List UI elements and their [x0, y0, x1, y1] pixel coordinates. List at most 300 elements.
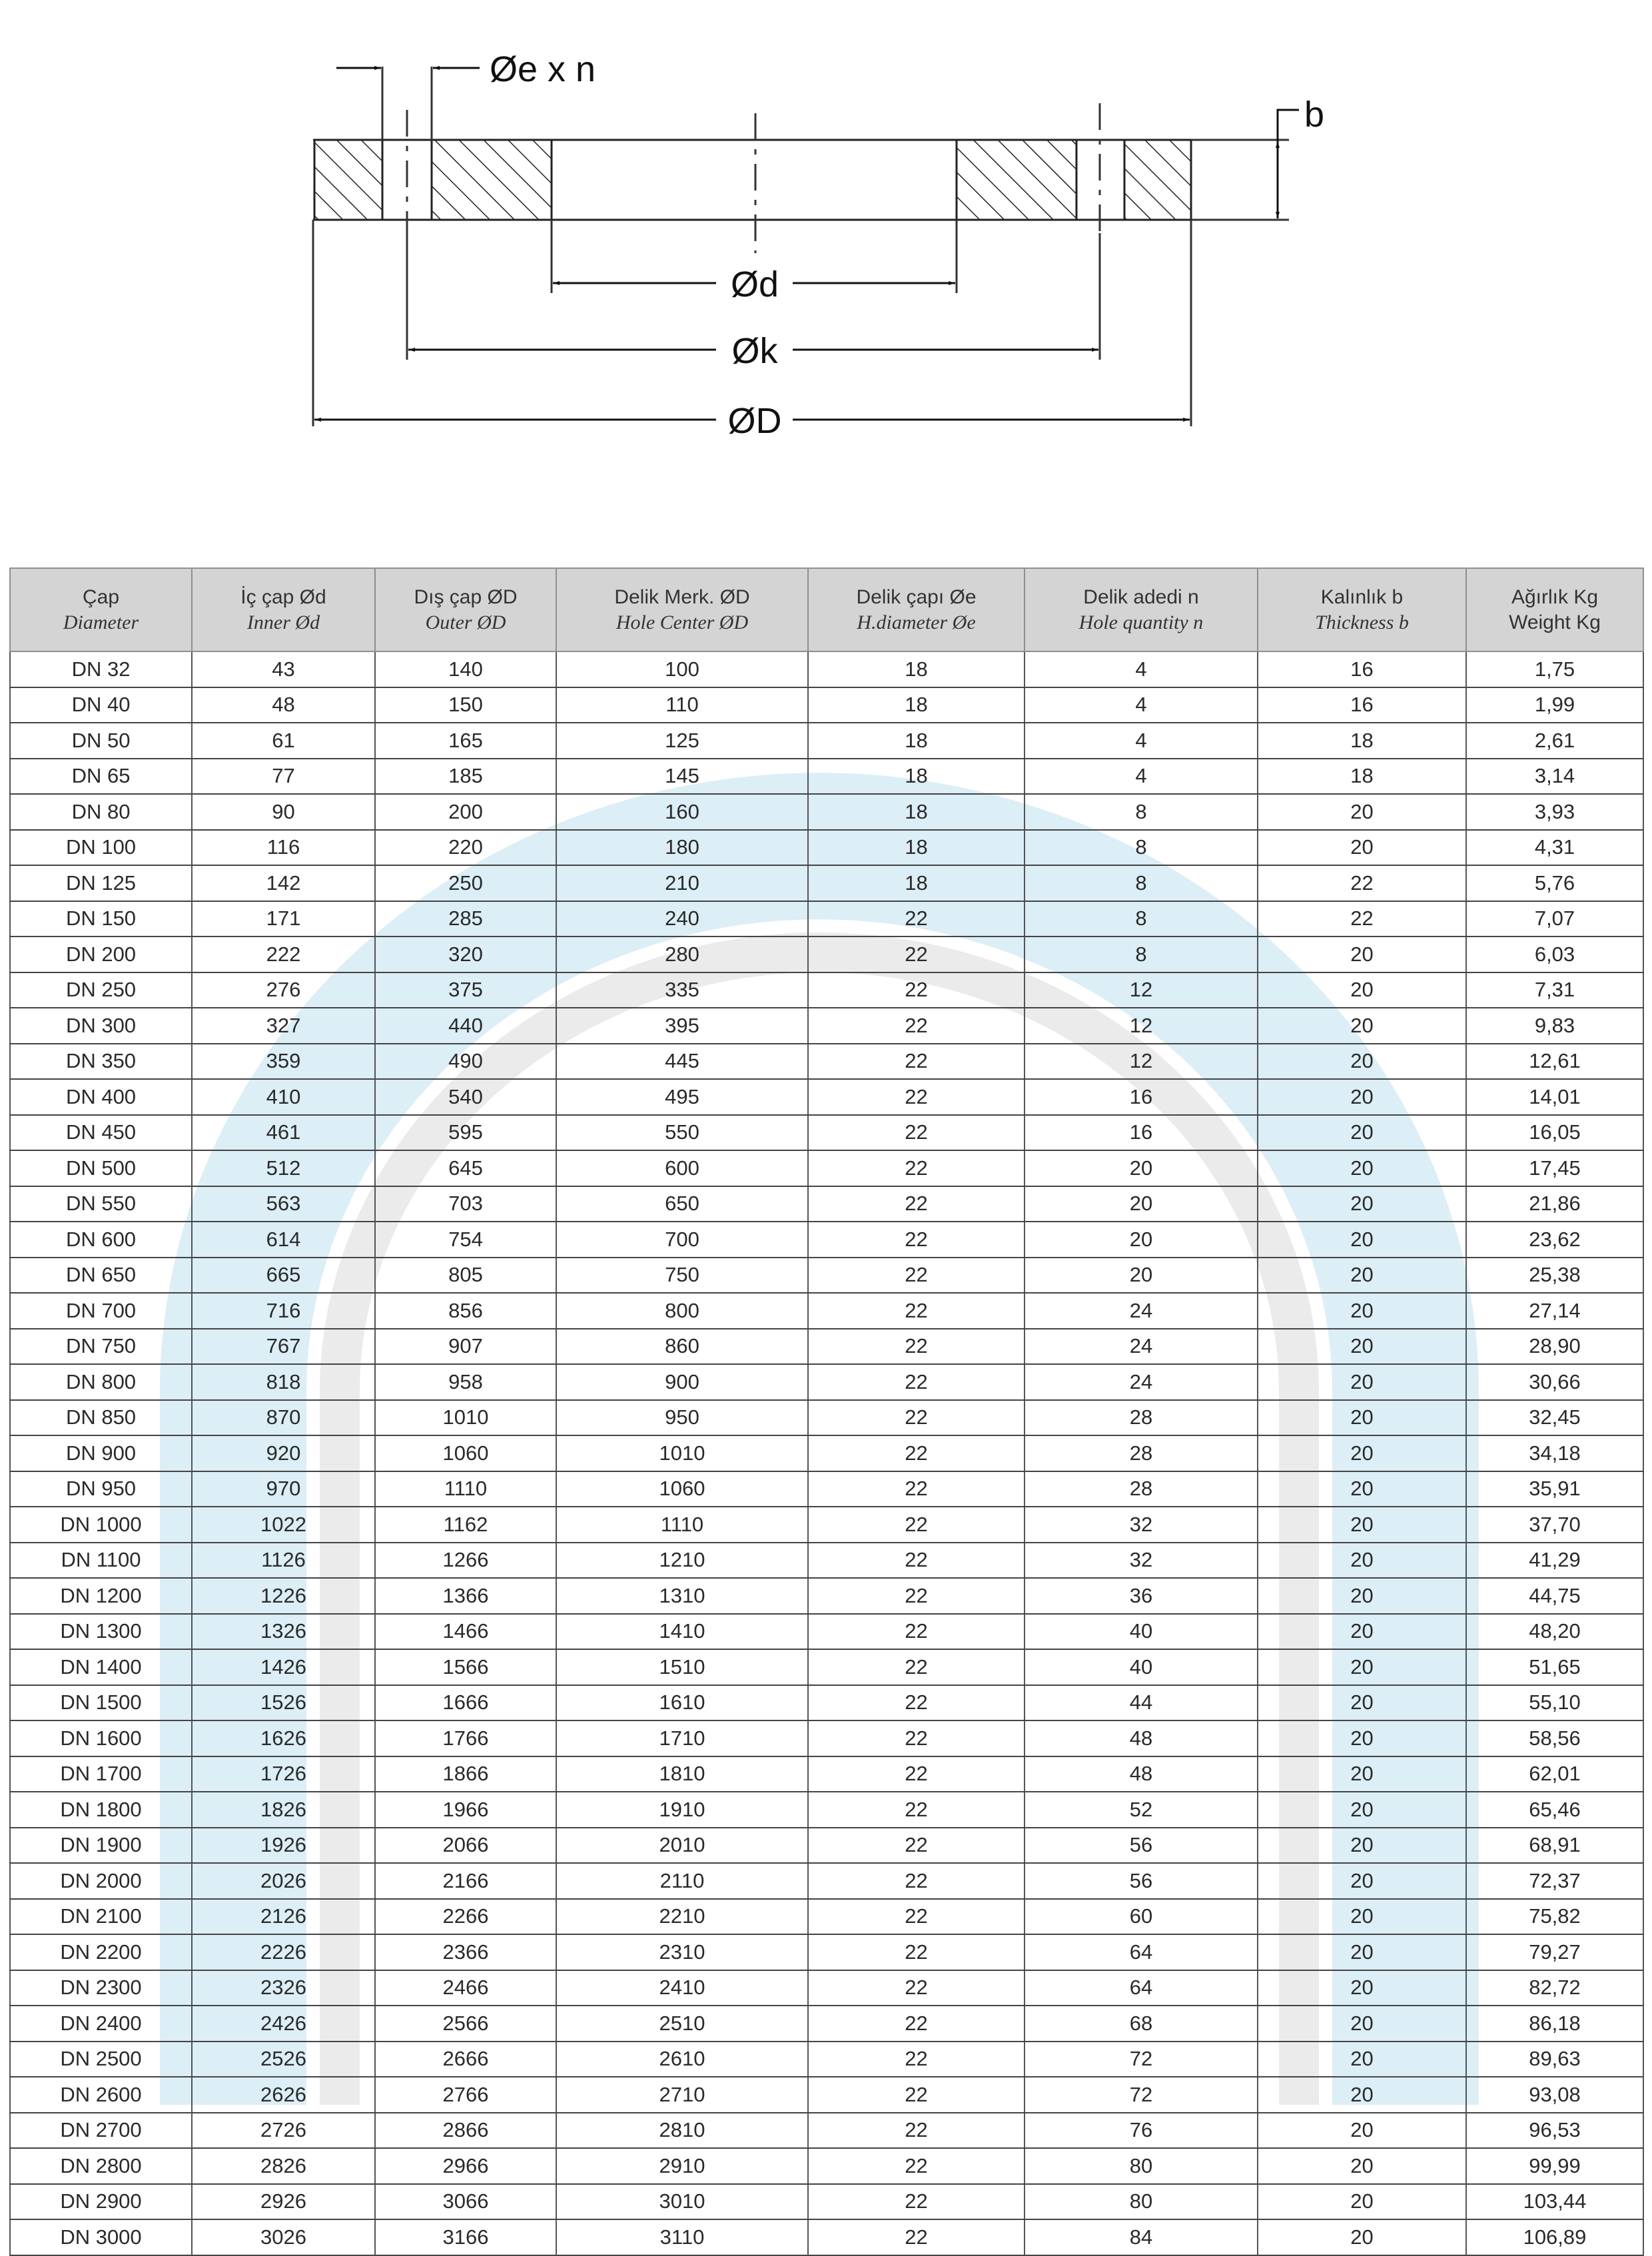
cell-thickness: 20	[1258, 1970, 1466, 2006]
cell-hole-quantity: 52	[1025, 1792, 1258, 1828]
cell-hole-quantity: 20	[1025, 1258, 1258, 1294]
cell-weight: 23,62	[1466, 1222, 1643, 1258]
cell-outer-diameter: 595	[375, 1115, 556, 1151]
cell-weight: 79,27	[1466, 1934, 1643, 1970]
cell-outer-diameter: 2966	[375, 2148, 556, 2184]
cell-inner-diameter: 716	[192, 1293, 375, 1329]
cell-weight: 103,44	[1466, 2184, 1643, 2220]
cell-thickness: 20	[1258, 1899, 1466, 1935]
cell-thickness: 20	[1258, 1720, 1466, 1756]
cell-outer-diameter: 250	[375, 865, 556, 901]
cell-inner-diameter: 970	[192, 1471, 375, 1507]
cell-hole-diameter: 18	[808, 687, 1025, 723]
table-row	[10, 2148, 1643, 2184]
header-row	[10, 568, 1643, 651]
cell-diameter: DN 3000	[10, 2219, 192, 2255]
cell-thickness: 20	[1258, 1756, 1466, 1792]
cell-thickness: 20	[1258, 2113, 1466, 2149]
cell-diameter: DN 1800	[10, 1792, 192, 1828]
cell-weight: 55,10	[1466, 1685, 1643, 1721]
cell-inner-diameter: 222	[192, 937, 375, 972]
cell-diameter: DN 2300	[10, 1970, 192, 2006]
cell-weight: 14,01	[1466, 1079, 1643, 1115]
cell-hole-center-diameter: 160	[556, 794, 808, 830]
header-label-tr: Delik Merk. ØD	[614, 585, 750, 608]
cell-diameter: DN 2700	[10, 2113, 192, 2149]
cell-thickness: 20	[1258, 830, 1466, 866]
cell-hole-diameter: 22	[808, 1970, 1025, 2006]
cell-hole-quantity: 4	[1025, 687, 1258, 723]
cell-weight: 96,53	[1466, 2113, 1643, 2149]
label-pitch-diameter: Øk	[731, 331, 778, 371]
cell-weight: 89,63	[1466, 2042, 1643, 2077]
cell-outer-diameter: 645	[375, 1150, 556, 1186]
cell-hole-diameter: 22	[808, 2077, 1025, 2113]
cell-outer-diameter: 1966	[375, 1792, 556, 1828]
cell-diameter: DN 300	[10, 1008, 192, 1044]
cell-hole-center-diameter: 110	[556, 687, 808, 723]
cell-inner-diameter: 512	[192, 1150, 375, 1186]
table-row	[10, 1792, 1643, 1828]
table-row	[10, 972, 1643, 1008]
cell-hole-diameter: 22	[808, 901, 1025, 937]
cell-weight: 106,89	[1466, 2219, 1643, 2255]
cell-weight: 6,03	[1466, 937, 1643, 972]
cell-outer-diameter: 220	[375, 830, 556, 866]
cell-diameter: DN 40	[10, 687, 192, 723]
cell-thickness: 16	[1258, 651, 1466, 687]
cell-outer-diameter: 754	[375, 1222, 556, 1258]
cell-weight: 25,38	[1466, 1258, 1643, 1294]
cell-hole-diameter: 22	[808, 2219, 1025, 2255]
cell-outer-diameter: 1266	[375, 1543, 556, 1579]
cell-hole-quantity: 72	[1025, 2077, 1258, 2113]
cell-diameter: DN 600	[10, 1222, 192, 1258]
cell-outer-diameter: 540	[375, 1079, 556, 1115]
cell-hole-diameter: 22	[808, 2042, 1025, 2077]
table-row	[10, 1578, 1643, 1614]
cell-inner-diameter: 870	[192, 1400, 375, 1436]
cell-hole-diameter: 22	[808, 1863, 1025, 1899]
cell-inner-diameter: 2026	[192, 1863, 375, 1899]
cell-thickness: 20	[1258, 2148, 1466, 2184]
cell-weight: 68,91	[1466, 1828, 1643, 1864]
cell-outer-diameter: 1110	[375, 1471, 556, 1507]
cell-thickness: 20	[1258, 972, 1466, 1008]
cell-diameter: DN 750	[10, 1329, 192, 1365]
cell-diameter: DN 1500	[10, 1685, 192, 1721]
cell-hole-quantity: 28	[1025, 1400, 1258, 1436]
cell-hole-quantity: 4	[1025, 759, 1258, 795]
cell-weight: 1,75	[1466, 651, 1643, 687]
cell-hole-diameter: 22	[808, 1150, 1025, 1186]
cell-diameter: DN 500	[10, 1150, 192, 1186]
cell-hole-center-diameter: 2910	[556, 2148, 808, 2184]
table-row	[10, 1008, 1643, 1044]
cell-weight: 12,61	[1466, 1044, 1643, 1080]
table-row	[10, 1222, 1643, 1258]
cell-weight: 41,29	[1466, 1543, 1643, 1579]
cell-hole-center-diameter: 2710	[556, 2077, 808, 2113]
cell-diameter: DN 2100	[10, 1899, 192, 1935]
header-label-en: Inner Ød	[246, 611, 320, 633]
header-diameter	[10, 568, 192, 651]
cell-weight: 3,93	[1466, 794, 1643, 830]
cell-hole-center-diameter: 2210	[556, 1899, 808, 1935]
cell-diameter: DN 2200	[10, 1934, 192, 1970]
cell-thickness: 20	[1258, 1258, 1466, 1294]
cell-outer-diameter: 1366	[375, 1578, 556, 1614]
cell-diameter: DN 1000	[10, 1507, 192, 1543]
cell-hole-diameter: 22	[808, 1828, 1025, 1864]
cell-inner-diameter: 2726	[192, 2113, 375, 2149]
cell-diameter: DN 200	[10, 937, 192, 972]
cell-thickness: 20	[1258, 2184, 1466, 2220]
cell-hole-quantity: 24	[1025, 1293, 1258, 1329]
cell-inner-diameter: 276	[192, 972, 375, 1008]
cell-hole-center-diameter: 210	[556, 865, 808, 901]
cell-hole-diameter: 22	[808, 1329, 1025, 1365]
cell-thickness: 20	[1258, 1471, 1466, 1507]
cell-hole-quantity: 12	[1025, 1008, 1258, 1044]
cell-hole-quantity: 56	[1025, 1863, 1258, 1899]
cell-inner-diameter: 665	[192, 1258, 375, 1294]
cell-hole-diameter: 22	[808, 1934, 1025, 1970]
cell-hole-center-diameter: 650	[556, 1186, 808, 1222]
cell-hole-center-diameter: 1110	[556, 1507, 808, 1543]
table-row	[10, 1507, 1643, 1543]
cell-outer-diameter: 375	[375, 972, 556, 1008]
header-label-en: Diameter	[63, 611, 139, 633]
cell-inner-diameter: 818	[192, 1364, 375, 1400]
cell-hole-quantity: 32	[1025, 1543, 1258, 1579]
header-outer-diameter	[375, 568, 556, 651]
cell-weight: 17,45	[1466, 1150, 1643, 1186]
cell-inner-diameter: 1426	[192, 1649, 375, 1685]
cell-hole-center-diameter: 2510	[556, 2006, 808, 2042]
table-row	[10, 759, 1643, 795]
table-row	[10, 2219, 1643, 2255]
cell-thickness: 16	[1258, 687, 1466, 723]
cell-hole-diameter: 22	[808, 1685, 1025, 1721]
cell-thickness: 20	[1258, 1792, 1466, 1828]
cell-diameter: DN 800	[10, 1364, 192, 1400]
cell-hole-center-diameter: 280	[556, 937, 808, 972]
cell-hole-quantity: 72	[1025, 2042, 1258, 2077]
cell-thickness: 20	[1258, 1044, 1466, 1080]
header-label-en: Thickness b	[1315, 611, 1409, 633]
cell-outer-diameter: 2866	[375, 2113, 556, 2149]
cell-diameter: DN 350	[10, 1044, 192, 1080]
cell-thickness: 20	[1258, 1150, 1466, 1186]
cell-outer-diameter: 1010	[375, 1400, 556, 1436]
cell-weight: 72,37	[1466, 1863, 1643, 1899]
table-row	[10, 651, 1643, 687]
cell-hole-center-diameter: 180	[556, 830, 808, 866]
cell-weight: 99,99	[1466, 2148, 1643, 2184]
flange-cross-section-diagram	[0, 0, 1652, 480]
cell-hole-center-diameter: 800	[556, 1293, 808, 1329]
cell-outer-diameter: 805	[375, 1258, 556, 1294]
header-label-tr: Kalınlık b	[1320, 585, 1404, 608]
cell-weight: 16,05	[1466, 1115, 1643, 1151]
cell-outer-diameter: 703	[375, 1186, 556, 1222]
cell-hole-diameter: 18	[808, 830, 1025, 866]
label-thickness: b	[1304, 95, 1325, 135]
cell-outer-diameter: 440	[375, 1008, 556, 1044]
cell-inner-diameter: 2226	[192, 1934, 375, 1970]
cell-diameter: DN 2400	[10, 2006, 192, 2042]
cell-hole-diameter: 22	[808, 972, 1025, 1008]
cell-outer-diameter: 140	[375, 651, 556, 687]
cell-weight: 58,56	[1466, 1720, 1643, 1756]
table-row	[10, 1435, 1643, 1471]
cell-hole-center-diameter: 1910	[556, 1792, 808, 1828]
cell-inner-diameter: 171	[192, 901, 375, 937]
table-row	[10, 1115, 1643, 1151]
cell-diameter: DN 1900	[10, 1828, 192, 1864]
cell-diameter: DN 32	[10, 651, 192, 687]
table-row	[10, 1720, 1643, 1756]
cell-diameter: DN 100	[10, 830, 192, 866]
cell-thickness: 20	[1258, 1435, 1466, 1471]
cell-diameter: DN 125	[10, 865, 192, 901]
cell-hole-center-diameter: 2010	[556, 1828, 808, 1864]
cell-outer-diameter: 490	[375, 1044, 556, 1080]
cell-diameter: DN 2600	[10, 2077, 192, 2113]
header-weight	[1466, 568, 1643, 651]
cell-outer-diameter: 1060	[375, 1435, 556, 1471]
cell-inner-diameter: 410	[192, 1079, 375, 1115]
cell-thickness: 20	[1258, 2077, 1466, 2113]
table-row	[10, 865, 1643, 901]
cell-hole-diameter: 22	[808, 1079, 1025, 1115]
cell-diameter: DN 2800	[10, 2148, 192, 2184]
cell-outer-diameter: 165	[375, 723, 556, 759]
cell-hole-diameter: 22	[808, 1649, 1025, 1685]
cell-thickness: 20	[1258, 2042, 1466, 2077]
cell-inner-diameter: 1726	[192, 1756, 375, 1792]
table-row	[10, 1364, 1643, 1400]
header-hole-center-diameter	[556, 568, 808, 651]
cell-hole-center-diameter: 3010	[556, 2184, 808, 2220]
cell-hole-diameter: 22	[808, 2148, 1025, 2184]
cell-outer-diameter: 2366	[375, 1934, 556, 1970]
cell-outer-diameter: 1162	[375, 1507, 556, 1543]
cell-hole-center-diameter: 145	[556, 759, 808, 795]
table-row	[10, 1934, 1643, 1970]
cell-outer-diameter: 2566	[375, 2006, 556, 2042]
table-row	[10, 1400, 1643, 1436]
cell-diameter: DN 65	[10, 759, 192, 795]
header-label-en: Outer ØD	[425, 611, 506, 633]
cell-hole-quantity: 80	[1025, 2184, 1258, 2220]
cell-diameter: DN 1200	[10, 1578, 192, 1614]
cell-diameter: DN 1400	[10, 1649, 192, 1685]
header-label-tr: Delik çapı Øe	[856, 585, 977, 608]
table-row	[10, 2184, 1643, 2220]
cell-inner-diameter: 2626	[192, 2077, 375, 2113]
cell-hole-diameter: 18	[808, 651, 1025, 687]
cell-inner-diameter: 90	[192, 794, 375, 830]
cell-outer-diameter: 200	[375, 794, 556, 830]
cell-inner-diameter: 2126	[192, 1899, 375, 1935]
cell-hole-center-diameter: 1710	[556, 1720, 808, 1756]
cell-thickness: 20	[1258, 1543, 1466, 1579]
cell-diameter: DN 550	[10, 1186, 192, 1222]
table-row	[10, 1329, 1643, 1365]
table-row	[10, 1079, 1643, 1115]
table-row	[10, 2113, 1643, 2149]
cell-hole-quantity: 32	[1025, 1507, 1258, 1543]
table-row	[10, 1756, 1643, 1792]
cell-hole-quantity: 56	[1025, 1828, 1258, 1864]
cell-thickness: 20	[1258, 1400, 1466, 1436]
cell-outer-diameter: 2066	[375, 1828, 556, 1864]
table-row	[10, 1828, 1643, 1864]
cell-hole-diameter: 22	[808, 1756, 1025, 1792]
flange-specification-table	[9, 567, 1644, 2256]
cell-diameter: DN 700	[10, 1293, 192, 1329]
cell-inner-diameter: 43	[192, 651, 375, 687]
cell-inner-diameter: 1126	[192, 1543, 375, 1579]
cell-hole-center-diameter: 750	[556, 1258, 808, 1294]
cell-diameter: DN 850	[10, 1400, 192, 1436]
header-label-tr: İç çap Ød	[240, 585, 326, 608]
cell-inner-diameter: 2326	[192, 1970, 375, 2006]
cell-hole-diameter: 18	[808, 759, 1025, 795]
cell-weight: 9,83	[1466, 1008, 1643, 1044]
cell-inner-diameter: 1226	[192, 1578, 375, 1614]
header-label-tr: Çap	[82, 585, 120, 608]
cell-hole-center-diameter: 445	[556, 1044, 808, 1080]
cell-hole-quantity: 84	[1025, 2219, 1258, 2255]
cell-hole-center-diameter: 700	[556, 1222, 808, 1258]
cell-hole-quantity: 80	[1025, 2148, 1258, 2184]
cell-hole-quantity: 12	[1025, 1044, 1258, 1080]
cell-hole-center-diameter: 2310	[556, 1934, 808, 1970]
cell-diameter: DN 80	[10, 794, 192, 830]
cell-hole-quantity: 8	[1025, 901, 1258, 937]
cell-hole-diameter: 22	[808, 1507, 1025, 1543]
cell-weight: 4,31	[1466, 830, 1643, 866]
cell-hole-diameter: 22	[808, 1720, 1025, 1756]
header-label-en: Hole Center ØD	[616, 611, 749, 633]
cell-hole-center-diameter: 1010	[556, 1435, 808, 1471]
cell-thickness: 20	[1258, 1649, 1466, 1685]
cell-weight: 34,18	[1466, 1435, 1643, 1471]
header-label-en: H.diameter Øe	[857, 611, 976, 633]
cell-hole-quantity: 20	[1025, 1222, 1258, 1258]
cell-diameter: DN 1700	[10, 1756, 192, 1792]
extension-lines	[313, 67, 1289, 426]
cell-hole-quantity: 24	[1025, 1329, 1258, 1365]
cell-weight: 27,14	[1466, 1293, 1643, 1329]
cell-outer-diameter: 2166	[375, 1863, 556, 1899]
cell-inner-diameter: 1526	[192, 1685, 375, 1721]
cell-hole-diameter: 22	[808, 1899, 1025, 1935]
cell-outer-diameter: 2766	[375, 2077, 556, 2113]
cell-thickness: 20	[1258, 1079, 1466, 1115]
cell-hole-diameter: 22	[808, 1435, 1025, 1471]
cell-inner-diameter: 563	[192, 1186, 375, 1222]
table-row	[10, 1471, 1643, 1507]
cell-outer-diameter: 1466	[375, 1614, 556, 1650]
table-row	[10, 687, 1643, 723]
cell-hole-diameter: 18	[808, 865, 1025, 901]
cell-hole-quantity: 20	[1025, 1150, 1258, 1186]
label-outer-diameter: ØD	[727, 401, 782, 441]
cell-hole-diameter: 22	[808, 1258, 1025, 1294]
cell-weight: 37,70	[1466, 1507, 1643, 1543]
cell-weight: 75,82	[1466, 1899, 1643, 1935]
cell-inner-diameter: 461	[192, 1115, 375, 1151]
cell-inner-diameter: 48	[192, 687, 375, 723]
cell-hole-diameter: 22	[808, 2184, 1025, 2220]
cell-diameter: DN 2900	[10, 2184, 192, 2220]
cell-outer-diameter: 2466	[375, 1970, 556, 2006]
cell-thickness: 20	[1258, 1578, 1466, 1614]
cell-hole-diameter: 22	[808, 1471, 1025, 1507]
cell-thickness: 20	[1258, 1008, 1466, 1044]
cell-diameter: DN 450	[10, 1115, 192, 1151]
cell-diameter: DN 650	[10, 1258, 192, 1294]
cell-inner-diameter: 116	[192, 830, 375, 866]
cell-diameter: DN 50	[10, 723, 192, 759]
table-row	[10, 794, 1643, 830]
cell-hole-quantity: 8	[1025, 830, 1258, 866]
cell-hole-quantity: 64	[1025, 1934, 1258, 1970]
cell-weight: 7,07	[1466, 901, 1643, 937]
cell-hole-center-diameter: 2810	[556, 2113, 808, 2149]
cell-hole-center-diameter: 1810	[556, 1756, 808, 1792]
table-row	[10, 1044, 1643, 1080]
cell-hole-quantity: 8	[1025, 865, 1258, 901]
cell-outer-diameter: 320	[375, 937, 556, 972]
dimension-lines	[314, 68, 1299, 420]
table-row	[10, 830, 1643, 866]
cell-hole-diameter: 18	[808, 794, 1025, 830]
cell-weight: 30,66	[1466, 1364, 1643, 1400]
cell-hole-quantity: 8	[1025, 794, 1258, 830]
cell-thickness: 20	[1258, 1685, 1466, 1721]
cell-weight: 35,91	[1466, 1471, 1643, 1507]
cell-inner-diameter: 3026	[192, 2219, 375, 2255]
cell-thickness: 18	[1258, 759, 1466, 795]
cell-hole-quantity: 64	[1025, 1970, 1258, 2006]
cell-outer-diameter: 1566	[375, 1649, 556, 1685]
table-row	[10, 2077, 1643, 2113]
cell-thickness: 20	[1258, 1115, 1466, 1151]
cell-inner-diameter: 767	[192, 1329, 375, 1365]
cell-hole-quantity: 40	[1025, 1614, 1258, 1650]
cell-weight: 7,31	[1466, 972, 1643, 1008]
cell-hole-diameter: 18	[808, 723, 1025, 759]
cell-outer-diameter: 856	[375, 1293, 556, 1329]
cell-hole-center-diameter: 1410	[556, 1614, 808, 1650]
cell-inner-diameter: 1326	[192, 1614, 375, 1650]
cell-weight: 5,76	[1466, 865, 1643, 901]
cell-thickness: 20	[1258, 1863, 1466, 1899]
cell-hole-diameter: 22	[808, 1364, 1025, 1400]
table-row	[10, 2042, 1643, 2077]
cell-hole-quantity: 48	[1025, 1720, 1258, 1756]
cell-weight: 2,61	[1466, 723, 1643, 759]
cell-outer-diameter: 3166	[375, 2219, 556, 2255]
cell-thickness: 20	[1258, 1329, 1466, 1365]
cell-hole-center-diameter: 100	[556, 651, 808, 687]
header-hole-diameter	[808, 568, 1025, 651]
